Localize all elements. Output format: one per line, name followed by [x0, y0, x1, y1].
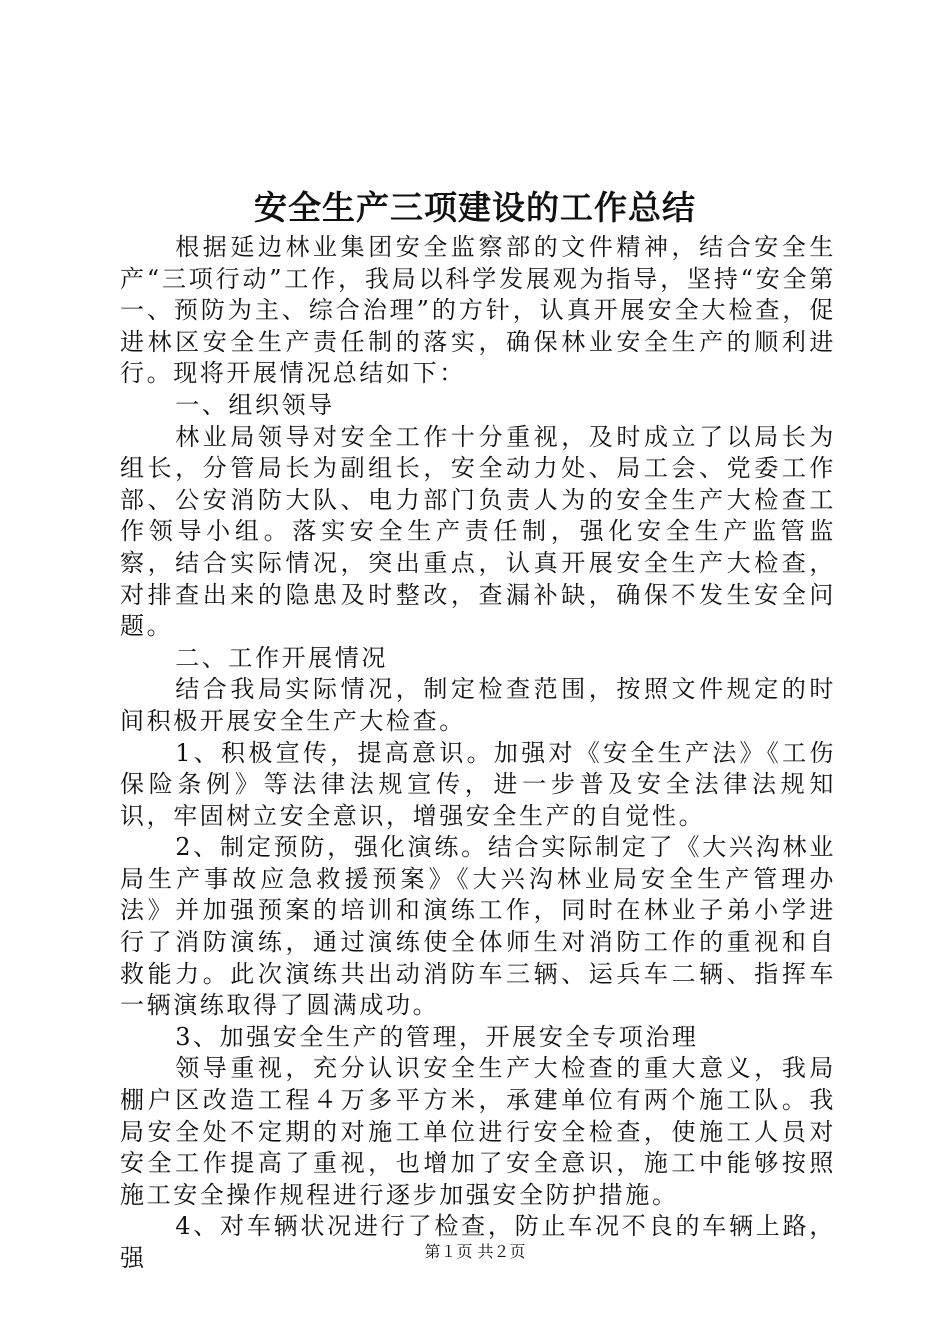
paragraph-item-2: 2、制定预防，强化演练。结合实际制定了《大兴沟林业局生产事故应急救援预案》《大兴沟林业局安全生产管理办法》并加强预案的培训和演练工作，同时在林业子弟小学进行了消防演练，通过演练使全体师生对消防工作的重视和自救能力。此次演练共出动消防车三辆、运兵车二辆、指挥车一辆演练取得了圆满成功。 — [120, 833, 836, 1020]
document-title: 安全生产三项建设的工作总结 — [254, 188, 696, 227]
paragraph-work-intro: 结合我局实际情况，制定检查范围，按照文件规定的时间积极开展安全生产大检查。 — [120, 675, 836, 735]
paragraph-intro: 根据延边林业集团安全监察部的文件精神，结合安全生产“三项行动”工作，我局以科学发展观为指导，坚持“安全第一、预防为主、综合治理”的方针，认真开展安全大检查，促进林区安全生产责任制的落实，确保林业安全生产的顺利进行。现将开展情况总结如下： — [120, 233, 836, 388]
paragraph-item-3-heading: 3、加强安全生产的管理，开展安全专项治理 — [175, 1022, 699, 1051]
paragraph-item-4: 4、对车辆状况进行了检查，防止车况不良的车辆上路，强 — [120, 1212, 836, 1272]
paragraph-organization: 林业局领导对安全工作十分重视，及时成立了以局长为组长，分管局长为副组长，安全动力处、局工会、党委工作部、公安消防大队、电力部门负责人为的安全生产大检查工作领导小组。落实安全生产责任制，强化安全生产监管监察，结合实际情况，突出重点，认真开展安全生产大检查，对排查出来的隐患及时整改，查漏补缺，确保不发生安全问题。 — [120, 422, 836, 641]
document-body — [120, 232, 836, 1275]
page-number-footer: 第１页 共２页 — [424, 1242, 526, 1261]
section-heading-organization: 一、组织领导 — [175, 390, 335, 419]
section-heading-work: 二、工作开展情况 — [175, 643, 388, 672]
paragraph-item-3-body: 领导重视，充分认识安全生产大检查的重大意义，我局棚户区改造工程４万多平方米，承建单位有两个施工队。我局安全处不定期的对施工单位进行安全检查，使施工人员对安全工作提高了重视，也增加了安全意识，施工中能够按照施工安全操作规程进行逐步加强安全防护措施。 — [120, 1054, 836, 1209]
paragraph-item-1: 1、积极宣传，提高意识。加强对《安全生产法》《工伤保险条例》等法律法规宣传，进一步普及安全法律法规知识，牢固树立安全意识，增强安全生产的自觉性。 — [120, 738, 836, 830]
